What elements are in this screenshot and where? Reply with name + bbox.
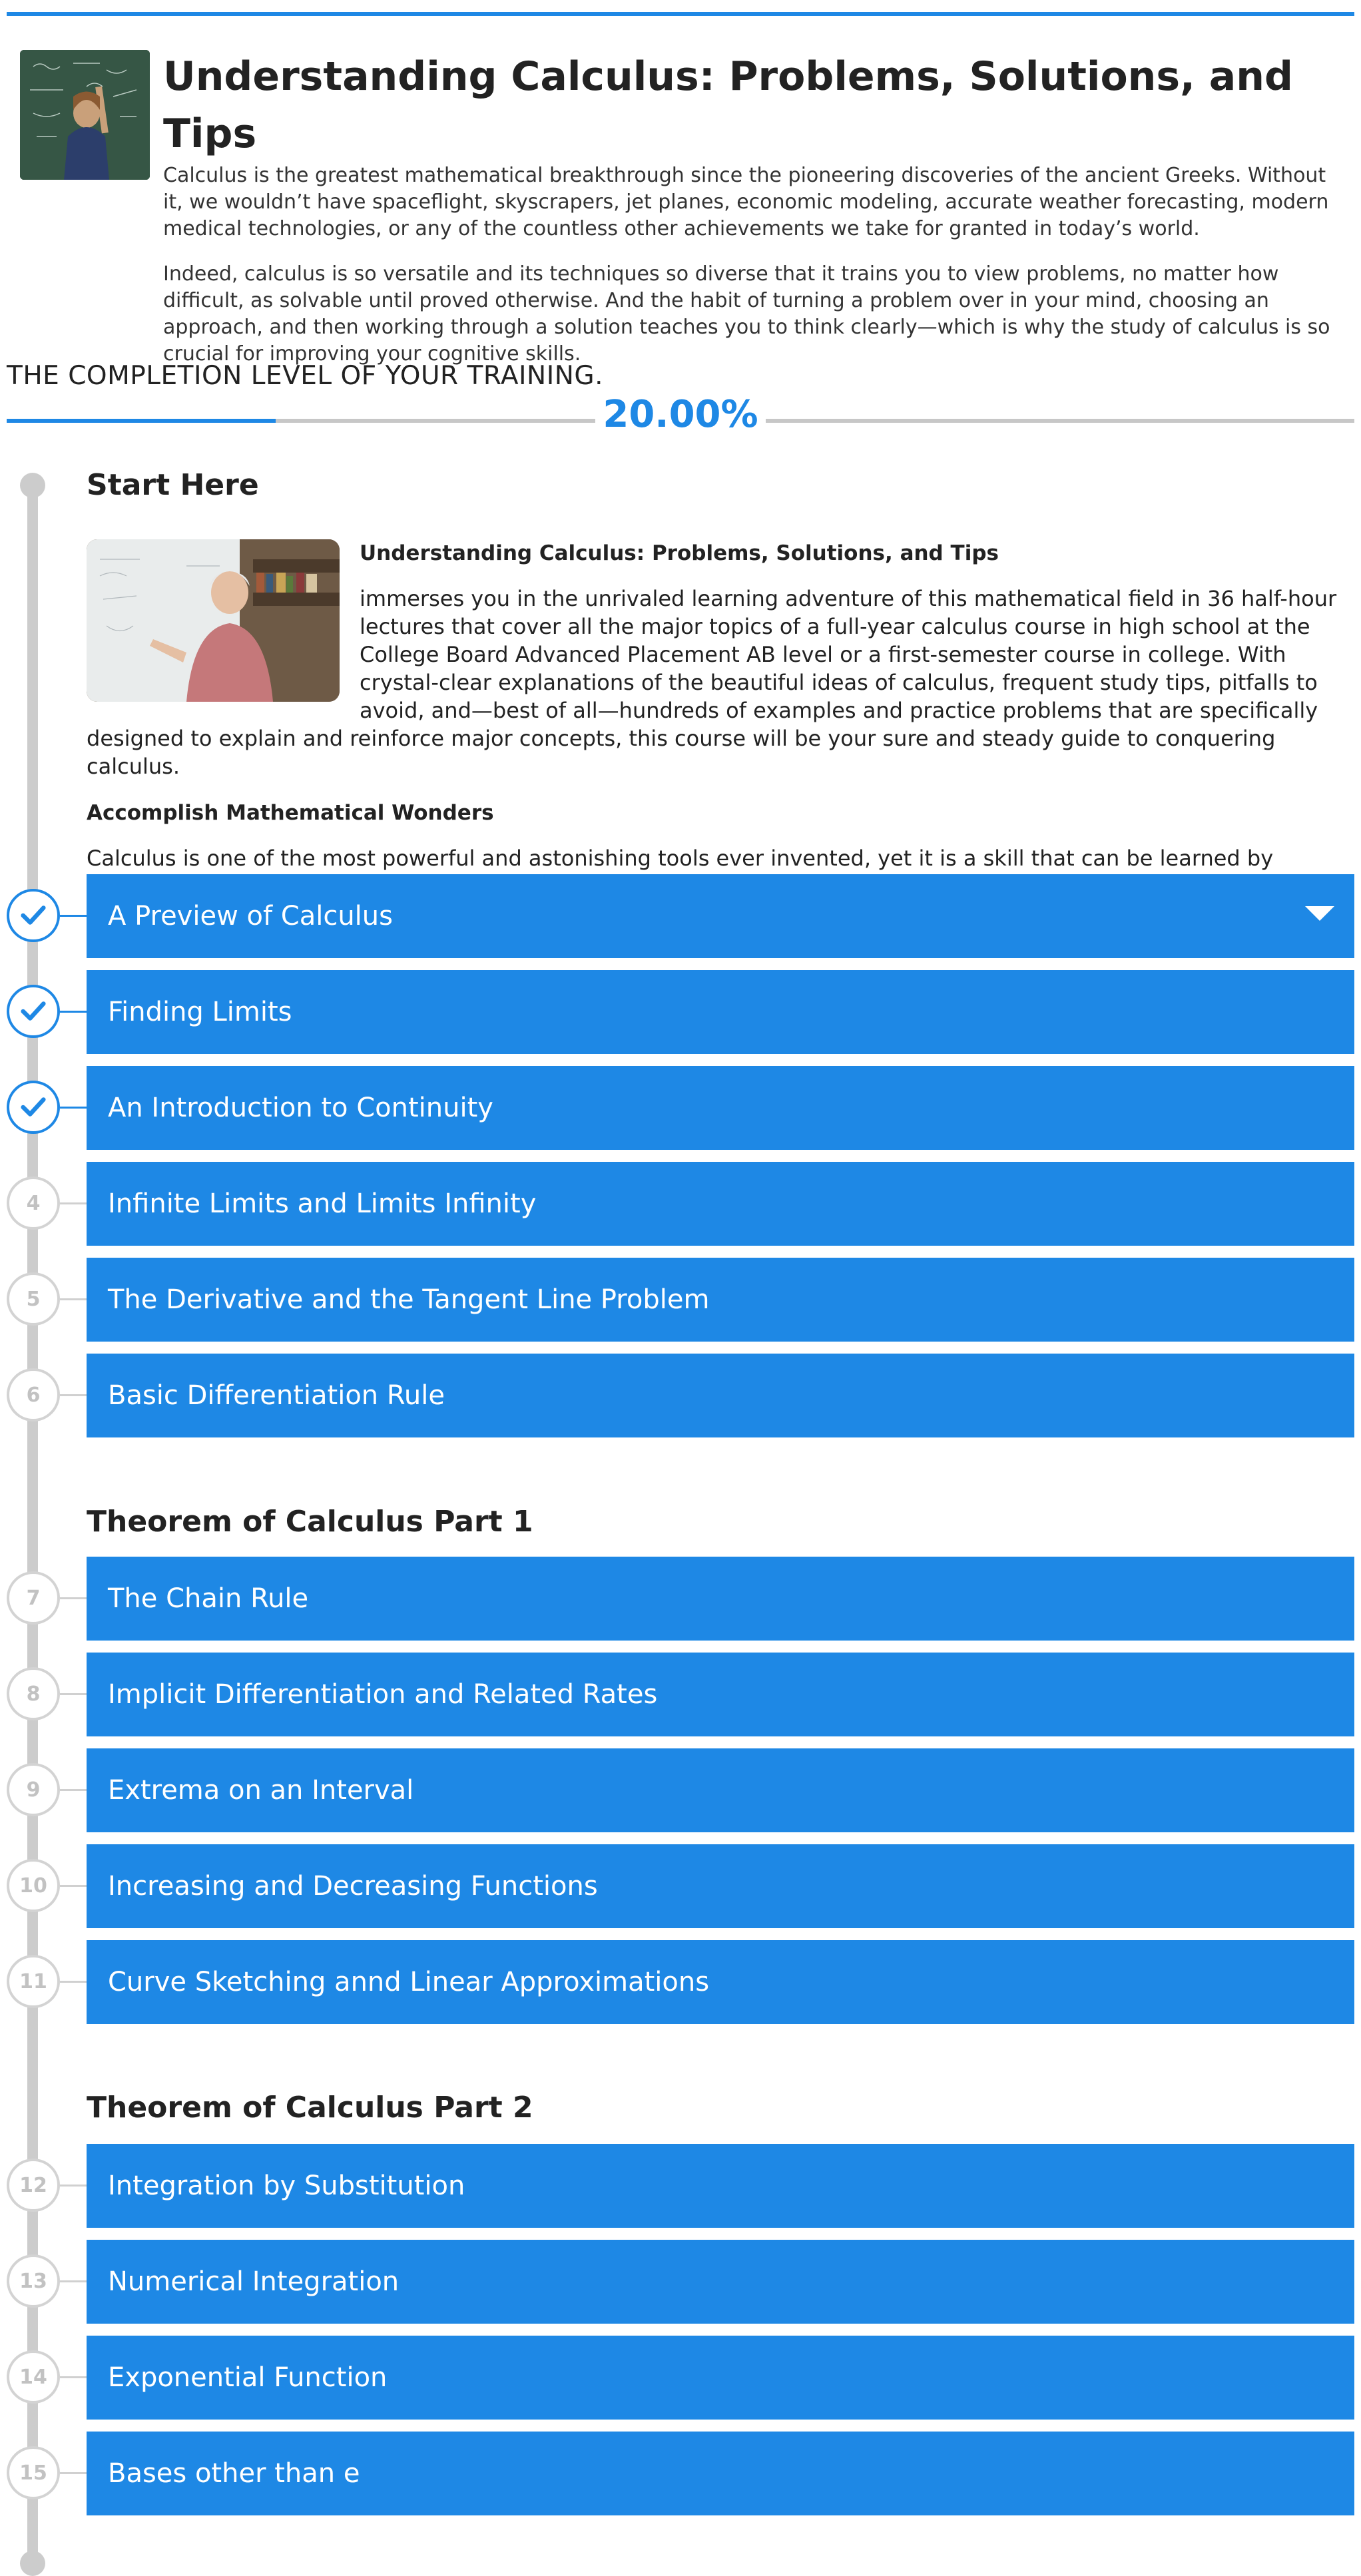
lesson-title: Implicit Differentiation and Related Rates bbox=[108, 1679, 658, 1710]
lesson-title: Integration by Substitution bbox=[108, 2171, 465, 2201]
lesson-node-number: 13 bbox=[7, 2254, 60, 2308]
lesson-item[interactable] bbox=[87, 970, 1354, 1054]
lesson-title: A Preview of Calculus bbox=[108, 901, 393, 931]
lesson-title: The Derivative and the Tangent Line Problem bbox=[108, 1284, 710, 1315]
lesson-node-number: 12 bbox=[7, 2159, 60, 2212]
connector bbox=[60, 1981, 87, 1983]
lesson-item[interactable] bbox=[87, 874, 1354, 958]
connector bbox=[60, 2185, 87, 2187]
timeline-end-cap bbox=[20, 2551, 45, 2576]
intro-paragraph: Calculus is the greatest mathematical breakthrough since the pioneering discoveries of the ancient Greeks. Without it, we wouldn’t have spaceflight, skyscrapers, jet planes, economic modeling, accurate weather forecasting, modern medical technologies, or any of the countless other achievements we take for granted in today’s world. bbox=[163, 164, 1329, 240]
lesson-item[interactable] bbox=[87, 1653, 1354, 1736]
lesson-title: The Chain Rule bbox=[108, 1583, 309, 1614]
lesson-node-number: 6 bbox=[7, 1368, 60, 1421]
connector bbox=[60, 1202, 87, 1204]
progress-fill bbox=[7, 419, 276, 423]
connector bbox=[60, 1885, 87, 1887]
connector bbox=[60, 1298, 87, 1300]
lesson-node-number: 15 bbox=[7, 2446, 60, 2499]
connector bbox=[60, 1107, 87, 1109]
lesson-title: Curve Sketching annd Linear Approximations bbox=[108, 1967, 710, 1997]
connector bbox=[60, 1597, 87, 1599]
lesson-node-number: 7 bbox=[7, 1571, 60, 1625]
progress-percent: 20.00% bbox=[603, 393, 758, 436]
lecturer-photo bbox=[87, 539, 340, 702]
section-title-part-1: Theorem of Calculus Part 1 bbox=[87, 1505, 533, 1539]
start-description bbox=[87, 539, 1354, 900]
start-paragraph-2: Calculus is one of the most powerful and astonishing tools ever invented, yet it is a skill that can be learned by bbox=[87, 846, 1274, 871]
completion-label: THE COMPLETION LEVEL OF YOUR TRAINING. bbox=[7, 361, 604, 391]
lesson-node-number: 11 bbox=[7, 1955, 60, 2008]
lesson-title: Bases other than e bbox=[108, 2458, 360, 2489]
lesson-node-completed bbox=[7, 985, 60, 1038]
start-subheading: Accomplish Mathematical Wonders bbox=[87, 801, 494, 825]
lesson-item[interactable] bbox=[87, 2336, 1354, 2420]
progress-track-right bbox=[766, 419, 1354, 423]
expand-caret-icon[interactable] bbox=[1305, 906, 1334, 921]
lesson-item[interactable] bbox=[87, 1844, 1354, 1928]
lesson-title: Increasing and Decreasing Functions bbox=[108, 1871, 598, 1902]
connector bbox=[60, 2376, 87, 2378]
lesson-node-number: 14 bbox=[7, 2350, 60, 2404]
connector bbox=[60, 1789, 87, 1791]
timeline-line bbox=[27, 483, 38, 2563]
connector bbox=[60, 1394, 87, 1396]
connector bbox=[60, 915, 87, 917]
lesson-item[interactable] bbox=[87, 1940, 1354, 2024]
check-icon bbox=[18, 900, 49, 930]
lesson-node-completed bbox=[7, 1081, 60, 1134]
lesson-item[interactable] bbox=[87, 1258, 1354, 1342]
lesson-item[interactable] bbox=[87, 1354, 1354, 1437]
connector bbox=[60, 1693, 87, 1695]
start-heading: Understanding Calculus: Problems, Solutions, and Tips bbox=[360, 541, 999, 565]
lesson-node-completed bbox=[7, 889, 60, 942]
lesson-item[interactable] bbox=[87, 2144, 1354, 2228]
lesson-node-number: 9 bbox=[7, 1763, 60, 1816]
lesson-node-number: 10 bbox=[7, 1859, 60, 1912]
top-accent-line bbox=[7, 12, 1354, 16]
lesson-title: Extrema on an Interval bbox=[108, 1775, 414, 1806]
section-title-start: Start Here bbox=[87, 468, 259, 502]
connector bbox=[60, 2280, 87, 2282]
timeline-start-cap bbox=[20, 473, 45, 498]
lesson-title: Exponential Function bbox=[108, 2362, 388, 2393]
section-title-part-2: Theorem of Calculus Part 2 bbox=[87, 2091, 533, 2125]
lesson-item[interactable] bbox=[87, 1748, 1354, 1832]
lesson-item[interactable] bbox=[87, 1162, 1354, 1246]
lesson-title: Infinite Limits and Limits Infinity bbox=[108, 1188, 537, 1219]
lesson-title: Finding Limits bbox=[108, 997, 292, 1027]
lesson-title: Basic Differentiation Rule bbox=[108, 1380, 445, 1411]
intro-paragraph: Indeed, calculus is so versatile and its techniques so diverse that it trains you to view problems, no matter how difficult, as solvable until proved otherwise. And the habit of turning a problem over in your mind, choosing an approach, and then working through a solution teaches you to think clearly—which is why the study of calculus is so crucial for improving your cognitive skills. bbox=[163, 262, 1330, 366]
lesson-title: Numerical Integration bbox=[108, 2266, 400, 2297]
connector bbox=[60, 2472, 87, 2474]
lesson-node-number: 5 bbox=[7, 1272, 60, 1326]
course-title: Understanding Calculus: Problems, Solutions, and Tips bbox=[163, 53, 1293, 157]
start-paragraph: immerses you in the unrivaled learning adventure of this mathematical field in 36 half-hour lectures that cover all the major topics of a full-year calculus course in high school at the College Board Advanced Placement AB level or a first-semester course in college. With crystal-clear explanations of the beautiful ideas of calculus, frequent study tips, pitfalls to avoid, and—best of all—hundreds of examples and practice problems that are specifically designed to explain and reinforce major concepts, this course will be your sure and steady guide to conquering calculus. bbox=[87, 586, 1337, 779]
lesson-item[interactable] bbox=[87, 2432, 1354, 2515]
lesson-item[interactable] bbox=[87, 1066, 1354, 1150]
check-icon bbox=[18, 1091, 49, 1122]
lesson-item[interactable] bbox=[87, 2240, 1354, 2324]
check-icon bbox=[18, 995, 49, 1026]
course-thumbnail bbox=[20, 50, 150, 180]
lesson-title: An Introduction to Continuity bbox=[108, 1093, 493, 1123]
lesson-node-number: 4 bbox=[7, 1176, 60, 1230]
lesson-node-number: 8 bbox=[7, 1667, 60, 1720]
lesson-item[interactable] bbox=[87, 1557, 1354, 1641]
connector bbox=[60, 1011, 87, 1013]
